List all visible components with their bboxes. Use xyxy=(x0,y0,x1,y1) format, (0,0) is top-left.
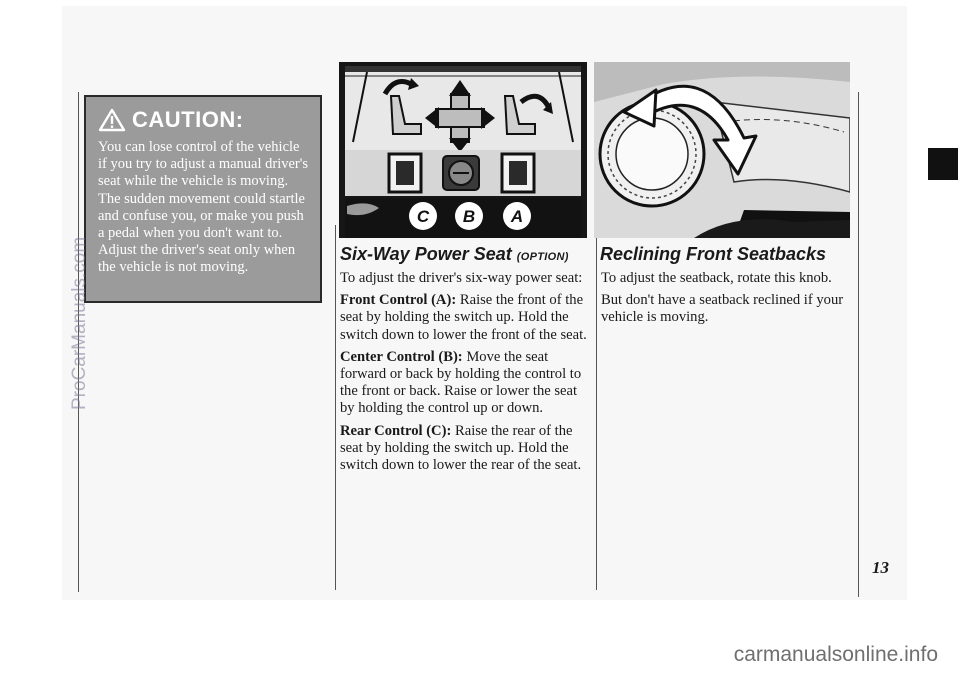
rear-switch-icon xyxy=(389,154,421,192)
front-control-paragraph xyxy=(340,292,590,344)
center-column-rule xyxy=(335,225,336,590)
recline-knob-illustration xyxy=(594,62,850,238)
page-edge-rule xyxy=(858,92,859,597)
power-seat-heading-text: Six-Way Power Seat xyxy=(340,244,512,264)
center-control-label: Center Control (B): xyxy=(340,348,463,365)
label-b-callout xyxy=(455,202,483,230)
reclining-heading: Reclining Front Seatbacks xyxy=(600,244,827,264)
reclining-paragraph-2: But don't have a seatback reclined if your vehicle is moving. xyxy=(601,292,844,326)
caution-header xyxy=(98,107,310,133)
power-seat-option-tag: (OPTION) xyxy=(516,251,569,263)
caution-box xyxy=(84,95,322,303)
power-seat-intro: To adjust the driver's six-way power seat: xyxy=(340,270,583,286)
front-switch-icon xyxy=(502,154,534,192)
side-watermark: ProCarManuals.com xyxy=(69,236,90,410)
rear-control-text: Raise the rear of the seat by holding the switch up. Hold the switch down to lower the rear of the seat. xyxy=(340,422,582,474)
center-control-text: Move the seat forward or back by holding the control to the front or back. Raise or lower the seat by holding the control up or down. xyxy=(340,348,582,417)
page-number: 13 xyxy=(872,558,889,577)
recline-knob-figure xyxy=(594,62,850,238)
warning-triangle-icon xyxy=(98,108,126,132)
power-seat-controls-figure xyxy=(339,62,587,238)
power-seat-illustration xyxy=(339,62,587,238)
label-b: B xyxy=(462,207,476,226)
rear-control-paragraph xyxy=(340,423,590,475)
caution-text: You can lose control of the vehicle if you try to adjust a manual driver's seat while the vehicle is moving. The sudden movement could startle and confuse you, or make you push a pedal when you don't want to. Adjust the driver's seat only when the vehicle is not moving. xyxy=(98,139,308,276)
label-c-callout xyxy=(409,202,437,230)
section-tab-marker xyxy=(928,148,958,180)
center-knob-icon xyxy=(443,156,479,190)
label-a: A xyxy=(510,207,524,226)
front-control-label: Front Control (A): xyxy=(340,292,457,309)
center-control-paragraph xyxy=(340,349,590,418)
right-column-rule xyxy=(596,230,597,590)
rear-control-label: Rear Control (C): xyxy=(340,422,452,439)
caution-title: CAUTION: xyxy=(132,107,244,132)
label-c: C xyxy=(416,207,430,226)
power-seat-heading xyxy=(340,244,569,265)
label-a-callout xyxy=(503,202,531,230)
power-seat-text xyxy=(340,270,590,479)
reclining-text xyxy=(601,270,856,332)
reclining-paragraph-1: To adjust the seatback, rotate this knob. xyxy=(601,270,832,286)
front-control-text: Raise the front of the seat by holding the switch up. Hold the switch down to lower the front of the seat. xyxy=(340,292,587,343)
footer-watermark: carmanualsonline.info xyxy=(733,643,938,666)
